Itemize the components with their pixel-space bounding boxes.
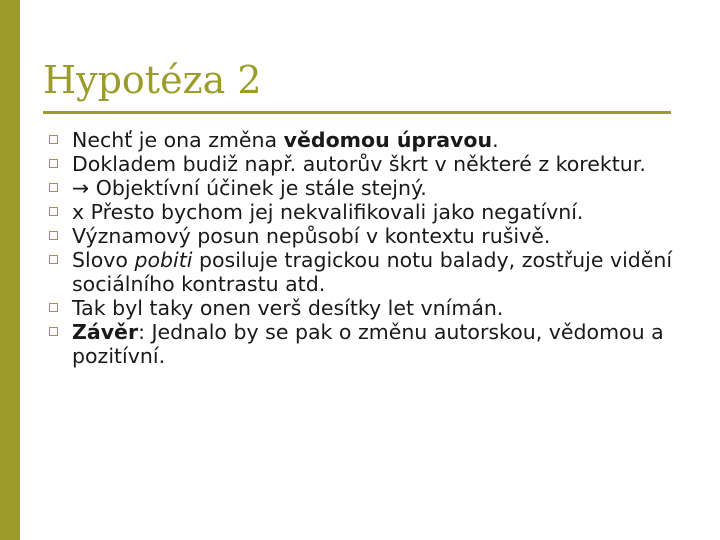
list-item (48, 296, 698, 320)
square-bullet-icon (49, 303, 58, 312)
item-text: Nechť je ona změna (72, 128, 284, 152)
item-text-end: posiluje tragickou notu balady, zostřuje vidění sociálního kontrastu atd. (72, 248, 673, 296)
item-text: Tak byl taky onen verš desítky let vnímán. (72, 296, 504, 320)
item-text-end: : Jednalo by se pak o změnu autorskou, vědomou a pozitívní. (72, 320, 664, 368)
list-item (48, 176, 698, 200)
item-italic-text: pobiti (134, 248, 193, 272)
square-bullet-icon (49, 183, 58, 192)
list-item (48, 128, 698, 152)
bullet-list (48, 128, 698, 368)
left-accent-bar (0, 0, 20, 540)
list-item (48, 248, 698, 296)
item-text: Dokladem budiž např. autorův škrt v některé z korektur. (72, 152, 646, 176)
item-text: Slovo (72, 248, 135, 272)
square-bullet-icon (49, 159, 58, 168)
title-underline (43, 111, 671, 114)
item-text: x Přesto bychom jej nekvalifikovali jako negatívní. (72, 200, 584, 224)
item-text-end: . (492, 128, 499, 152)
item-bold-text: vědomou úpravou (283, 128, 493, 152)
square-bullet-icon (49, 327, 58, 336)
list-item (48, 320, 698, 368)
square-bullet-icon (49, 207, 58, 216)
item-text: Významový posun nepůsobí v kontextu rušivě. (72, 224, 551, 248)
square-bullet-icon (49, 231, 58, 240)
square-bullet-icon (49, 255, 58, 264)
item-text: → Objektívní účinek je stále stejný. (72, 176, 427, 200)
item-bold-text: Závěr (72, 320, 139, 344)
list-item (48, 224, 698, 248)
list-item (48, 200, 698, 224)
slide-title: Hypotéza 2 (43, 58, 262, 102)
square-bullet-icon (49, 135, 58, 144)
list-item (48, 152, 698, 176)
